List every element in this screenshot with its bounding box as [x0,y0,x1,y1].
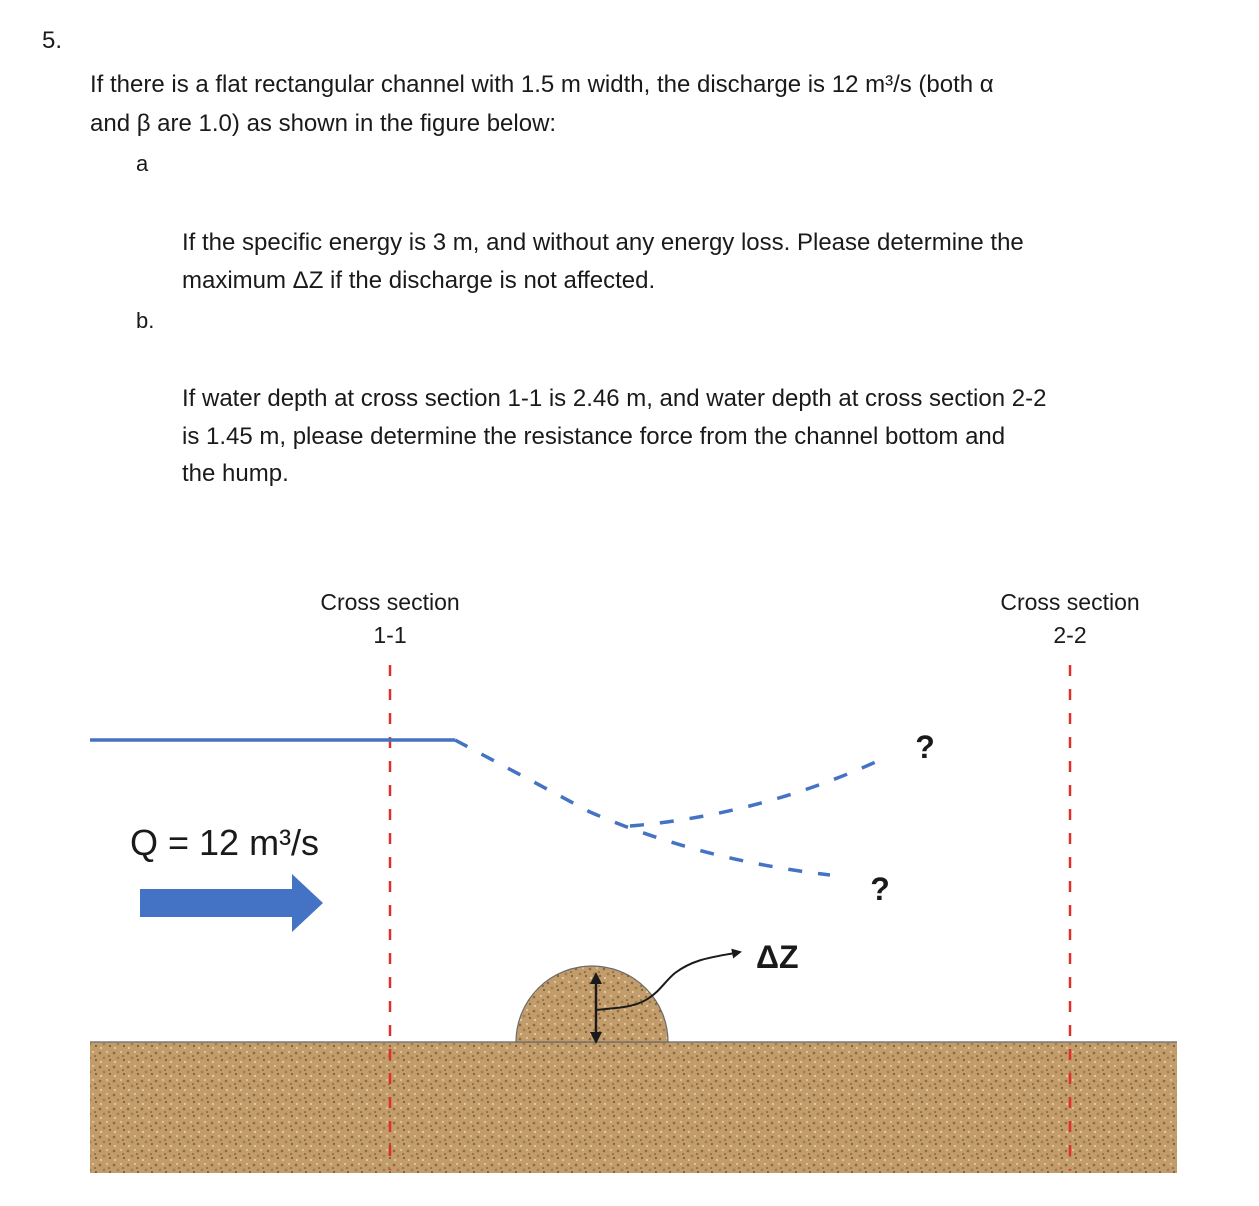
cross-section-2-id: 2-2 [1053,622,1087,648]
question-intro-line-2: and β are 1.0) as shown in the figure below: [90,110,557,137]
water-surface-upper-option [630,760,880,826]
discharge-label: Q = 12 m³/s [130,822,320,863]
cross-section-2-title: Cross section [1000,589,1140,615]
unknown-lower-surface-mark: ? [870,871,890,907]
question-intro-line-1: If there is a flat rectangular channel with 1.5 m width, the discharge is 12 m³/s (both α [90,71,994,98]
question-number: 5. [42,27,63,54]
part-a-label: a [136,151,149,176]
hump [516,966,668,1042]
delta-z-label: ΔZ [756,939,799,975]
unknown-upper-surface-mark: ? [915,729,935,765]
part-a-line-2: maximum ΔZ if the discharge is not affected. [182,267,656,294]
water-surface-lower-option [455,740,830,875]
part-b-line-2: is 1.45 m, please determine the resistance force from the channel bottom and [182,423,1006,450]
part-b-label: b. [136,308,155,333]
part-b-line-1: If water depth at cross section 1-1 is 2.46 m, and water depth at cross section 2-2 [182,385,1047,412]
flow-arrow-icon [140,874,323,932]
channel-bed [90,1042,1177,1173]
part-a-line-1: If the specific energy is 3 m, and without any energy loss. Please determine the [182,229,1024,256]
part-b-line-3: the hump. [182,460,289,487]
cross-section-1-id: 1-1 [373,622,407,648]
cross-section-1-title: Cross section [320,589,460,615]
